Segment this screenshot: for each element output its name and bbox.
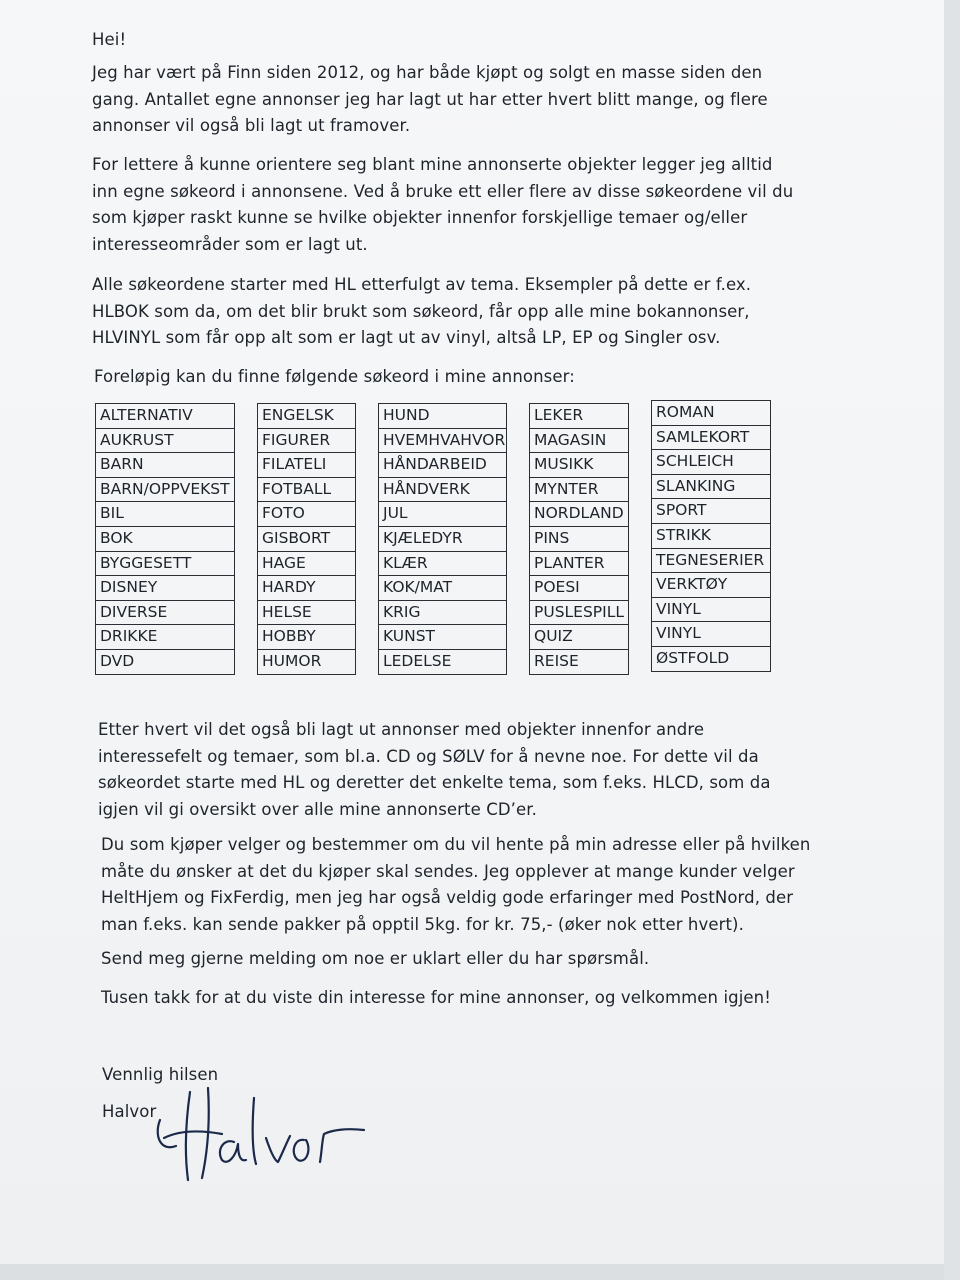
keyword-item: HÅNDVERK [379,478,506,503]
paragraph-future-keywords: Etter hvert vil det også bli lagt ut annonser med objekter innenfor andre interessefelt og temaer, som bl.a. CD og SØLV for å nevne noe. For dette vil da søkeordet starte med HL og deretter det enkelte tema, som f.eks. HLCD, som da igjen vil gi oversikt over alle mine annonserte CD’er. [98,720,771,819]
keyword-item: MYNTER [530,478,628,503]
handwritten-signature [150,1080,380,1190]
keyword-item: VINYL [652,622,770,647]
keyword-item: SAMLEKORT [652,426,770,451]
keyword-item: KOK/MAT [379,576,506,601]
keyword-item: FOTO [258,502,355,527]
keyword-item: REISE [534,651,579,670]
keyword-item: DRIKKE [96,625,234,650]
keyword-item: TEGNESERIER [652,549,770,574]
keyword-item: KRIG [379,601,506,626]
closing-text: Vennlig hilsen [102,1065,219,1084]
paragraph-shipping: Du som kjøper velger og bestemmer om du vil hente på min adresse eller på hvilken måte du ønsker at det du kjøper skal sendes. Jeg opplever at mange kunder velger HeltHjem og FixFerdig, men jeg har også veldig gode erfaringer med PostNord, der man f.eks. kan sende pakker på opptil 5kg. for kr. 75,- (øker nok etter hvert). [101,835,811,934]
paragraph-keyword-examples: Alle søkeordene starter med HL etterfulgt av tema. Eksempler på dette er f.ex. HLBOK som da, om det blir brukt som søkeord, får opp alle mine bokannonser, HLVINYL som får opp alt som er lagt ut av vinyl, altså LP, EP og Singler osv. [92,275,752,347]
keyword-item: DISNEY [96,576,234,601]
keyword-item: DVD [100,651,135,670]
keyword-item: ENGELSK [258,404,355,429]
keyword-item: NORDLAND [530,502,628,527]
keyword-item: HVEMHVAHVOR [379,429,506,454]
keyword-item: MUSIKK [530,453,628,478]
keyword-item: FOTBALL [258,478,355,503]
keyword-item: VINYL [652,598,770,623]
keyword-item: POESI [530,576,628,601]
keyword-item: HUMOR [262,651,322,670]
keyword-item: DIVERSE [96,601,234,626]
keyword-item: PLANTER [530,552,628,577]
paragraph-thanks: Tusen takk for at du viste din interesse for mine annonser, og velkommen igjen! [101,988,771,1007]
paragraph-contact: Send meg gjerne melding om noe er uklart eller du har spørsmål. [101,949,650,968]
keyword-column-2 [257,403,356,675]
keyword-item: ROMAN [652,401,770,426]
keyword-column-4 [529,403,629,675]
keyword-column-5 [651,400,771,672]
keyword-item: HOBBY [258,625,355,650]
paragraph-keyword-list-intro: Foreløpig kan du finne følgende søkeord i mine annonser: [94,367,575,386]
keyword-item: LEKER [530,404,628,429]
keyword-item: SCHLEICH [652,450,770,475]
paragraph-keywords-purpose: For lettere å kunne orientere seg blant mine annonserte objekter legger jeg alltid inn egne søkeord i annonsene. Ved å bruke ett eller flere av disse søkeordene vil du som kjøper raskt kunne se hvilke objekter innenfor forskjellige temaer og/eller interesseområder som er lagt ut. [92,155,794,254]
keyword-item: ØSTFOLD [656,648,730,667]
keyword-item: FILATELI [258,453,355,478]
keyword-item: AUKRUST [96,429,234,454]
keyword-item: HAGE [258,552,355,577]
keyword-item: ALTERNATIV [96,404,234,429]
keyword-item: BARN/OPPVEKST [96,478,234,503]
keyword-item: HELSE [258,601,355,626]
keyword-column-3 [378,403,507,675]
keyword-column-1 [95,403,235,675]
keyword-item: KJÆLEDYR [379,527,506,552]
keyword-item: MAGASIN [530,429,628,454]
keyword-item: GISBORT [258,527,355,552]
keyword-item: SPORT [652,499,770,524]
keyword-item: HÅNDARBEID [379,453,506,478]
keyword-item: FIGURER [258,429,355,454]
keyword-item: KLÆR [379,552,506,577]
paragraph-intro: Jeg har vært på Finn siden 2012, og har både kjøpt og solgt en masse siden den gang. Antallet egne annonser jeg har lagt ut har etter hvert blitt mange, og flere annonser vil også bli lagt ut framover. [92,63,768,135]
keyword-item: BOK [96,527,234,552]
greeting: Hei! [92,30,127,49]
desk-edge-bottom [0,1264,944,1280]
keyword-item: LEDELSE [383,651,452,670]
keyword-item: SLANKING [652,475,770,500]
keyword-item: JUL [379,502,506,527]
keyword-item: VERKTØY [652,573,770,598]
keyword-item: KUNST [379,625,506,650]
keyword-item: BARN [96,453,234,478]
sender-name: Halvor [102,1102,157,1121]
desk-edge-right [944,0,960,1280]
keyword-item: PUSLESPILL [530,601,628,626]
keyword-item: BIL [96,502,234,527]
keyword-item: STRIKK [652,524,770,549]
keyword-item: QUIZ [530,625,628,650]
keyword-item: BYGGESETT [96,552,234,577]
keyword-item: HUND [379,404,506,429]
keyword-item: HARDY [258,576,355,601]
keyword-item: PINS [530,527,628,552]
